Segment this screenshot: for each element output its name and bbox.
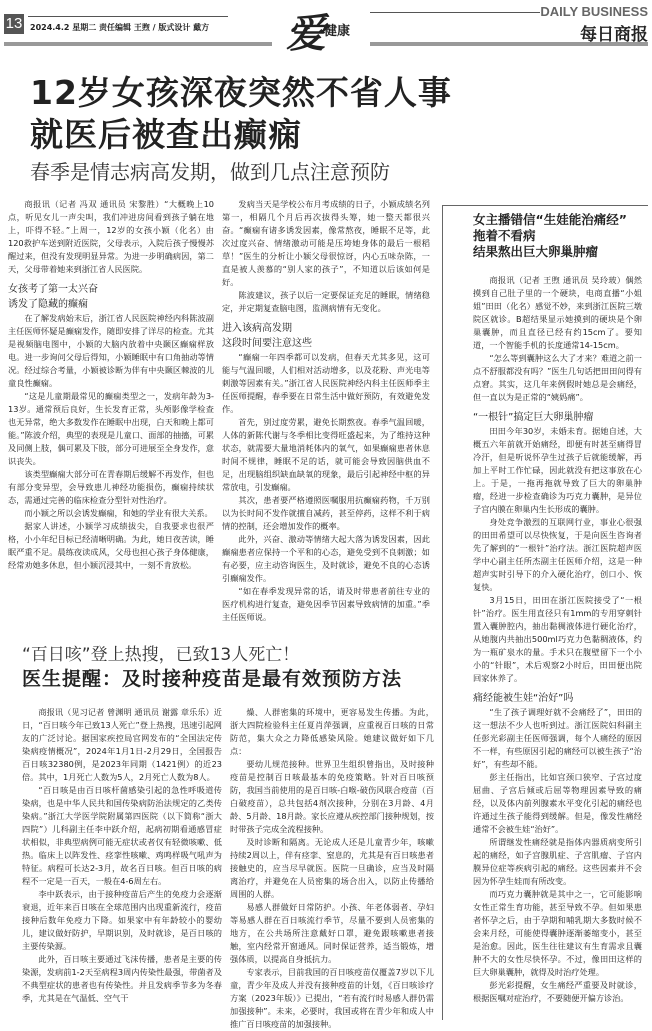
subheading: 女孩考了第一太兴奋 <box>8 284 98 295</box>
date-line: 2024.4.2 星期二 责任编辑 王煦 / 版式设计 戴方 <box>30 23 210 32</box>
paragraph: 3月15日，田田在浙江医院接受了“一根针”治疗。医生用直径只有1mm的专用穿刺针置入囊肿腔内，抽出黏稠液体进行硬化治疗，从她腹内共抽出500ml巧克力色黏稠液体，约为一瓶矿泉水的量。手术只在腹壁留下一个小小的“针眼”，术后观察2小时后，田田便出院回家休养了。 <box>473 595 642 683</box>
headline <box>30 72 452 156</box>
sidebar-body <box>443 274 648 1003</box>
divider <box>4 42 272 46</box>
paragraph: 田田今年30岁，未婚未育。据她自述，大概五六年前就开始痛经，即便有时甚至痛得冒冷汗，但是听说怀孕生过孩子后就能缓解，再加上平时工作忙碌，因此就没有把这事放在心上。于是，一拖再拖就导致了巨大的卵巢肿瘤，经进一步检查确诊为巧克力囊肿，是异位子宫内膜在卵巢内生长形成的囊肿。 <box>473 426 642 514</box>
section-name: 健康 <box>324 24 351 39</box>
headline-line: 女主播错信“生娃能治痛经” <box>473 212 627 227</box>
headline-line: 拖着不看病 <box>473 228 536 243</box>
subheading: 诱发了隐藏的癫痫 <box>8 299 88 310</box>
headline-line: 12岁女孩深夜突然不省人事 <box>30 73 452 112</box>
paragraph: “癫痫一年四季都可以发病，但春天尤其多见，这可能与气温回暖，人们相对活动增多，以及花粉、声光电等刺激等因素有关。”浙江省人民医院神经内科主任医师季主任医师提醒，春季要在日常生活中做好预防，有效避免发作。 <box>222 352 430 414</box>
article-column <box>222 198 430 638</box>
paragraph: 商报讯（记者 冯双 通讯员 宋黎胜）“大概晚上10点，听见女儿一声尖叫，我们冲进房间看到孩子躺在地上，吓得不轻。”上周一，12岁的女孩小颖（化名）由120救护车送到附近医院，父母表示，入院后孩子慢慢苏醒过来，但没有发现明显异常。为进一步明确病因，第二天，父母带着她来到浙江省人民医院。 <box>8 199 214 274</box>
paragraph: 而小颖之所以会诱发癫痫，和她的学业有很大关系。 <box>24 508 213 518</box>
subheading: “一根针”搞定巨大卵巢肿瘤 <box>473 412 594 423</box>
subheading: 这段时间要注意这些 <box>222 338 312 349</box>
subheading: 痛经能被生娃“治好”吗 <box>473 693 574 704</box>
paragraph: 而巧克力囊肿就是其中之一，它可能影响女性正常生育功能，甚至导致不孕。但如果患者怀孕之后，由于孕期和哺乳期大多数时候不会来月经，可能使得囊肿逐渐萎缩变小，甚至是治愈。因此，医生往往建议有生育需求且囊肿不大的女性尽快怀孕。不过，像田田这样的巨大卵巢囊肿，就得及时治疗处理。 <box>473 889 642 977</box>
article-column <box>22 706 222 1020</box>
headline-line: 结果熬出巨大卵巢肿瘤 <box>473 244 599 259</box>
page-number: 13 <box>5 15 23 32</box>
article-column <box>8 198 214 638</box>
brand-cn: 每日商报 <box>580 25 648 45</box>
paragraph: 身处竞争激烈的互联网行业，事业心很强的田田希望可以尽快恢复，于是向医生咨询者先了解到的“一根针”治疗法。浙江医院超声医学中心副主任所杰副主任医师介绍，这是一种超声实时引导下的介入硬化治疗，创口小、恢复快。 <box>473 517 642 592</box>
paragraph: 商报讯（见习记者 曾渊明 通讯员 谢露 章乐乐）近日，“百日咳今年已致13人死亡”登上热搜，迅速引起网友的广泛讨论。据国家疾控局官网发布的“全国法定传染病疫情概况”，2024年1月1日-2月29日，全国报告百日咳32380例，是2023年同期（1421例）的近23倍。其中，1月死亡人数为5人，2月死亡人数为8人。 <box>22 707 222 782</box>
paragraph: 彭光彩提醒，女生痛经严重要及时就诊，根据医嘱对症治疗，不要随便开偏方诊治。 <box>473 980 642 1003</box>
paragraph: “生了孩子调理好就不会痛经了”，田田的这一想法不少人也听到过。浙江医院妇科副主任彭光彩副主任医师强调，每个人痛经的原因不一样，有些原因引起的痛经可以被生孩子“治好”，有些却不能。 <box>473 707 642 769</box>
paragraph: 发病当天是学校公布月考成绩的日子，小颖成绩名列第一，相隔几个月后再次拔得头筹，她一整天都很兴奋。“癫痫有诸多诱发因素，像常熬夜，睡眠不足等，此次过度兴奋、情绪激动可能是压垮她身体的最后一根稻草！”医生的分析让小颖父母很惊讶，内心五味杂陈，一直是被人羡慕的“别人家的孩子”，不知道以后该如何是好。 <box>222 199 430 287</box>
paragraph: 专家表示，目前我国的百日咳疫苗仅覆盖7岁以下儿童，青少年及成人并没有接种疫苗的计划，《百日咳诊疗方案（2023年版）》已提出，“若有流行时易感人群仍需加强接种”。未来，必要时，我国或将在青少年和成人中推广百日咳疫苗的加强接种。 <box>230 967 434 1029</box>
paragraph: 易感人群做好日常防护。小孩、年老体弱者、孕妇等易感人群在百日咳流行季节，尽量不要到人员密集的地方，在公共场所注意戴好口罩，避免跟咳嗽患者接触，室内经常开窗通风。同时保证营养，适当锻炼，增强体质，以提高自身抵抗力。 <box>230 902 434 964</box>
page-header <box>0 0 652 57</box>
paragraph: 李中跃表示，由于接种疫苗后产生的免疫力会逐渐衰退，近年来百日咳在全球范围内出现重新流行，疫苗接种后数年免疫力下降。如果家中有年龄较小的婴幼儿，建议做好防护，早期识别，及时就诊，是百日咳的主要传染源。 <box>22 889 222 951</box>
headline-line: 就医后被查出癫痫 <box>30 115 302 154</box>
paragraph: 陈波建议，孩子以后一定要保证充足的睡眠，情绪稳定，并定期复查脑电图，监测病情有无变化。 <box>222 290 430 313</box>
paragraph: 所谓继发性痛经就是指体内器质病变所引起的痛经，如子宫腺肌症、子宫肌瘤、子宫内膜异位症等疾病引起的痛经。这些因素并不会因为怀孕生娃而有所改变。 <box>473 837 642 886</box>
paragraph: 此外，百日咳主要通过飞沫传播，患者是主要的传染源，发病前1-2天至病程3周内传染性最强，带菌者及不典型症状的患者也有传染性。并且发病季节多为冬春季，尤其是在气温低、空气干 <box>22 954 222 1003</box>
paragraph: 及时诊断和隔离。无论成人还是儿童青少年，咳嗽持续2周以上，伴有痉挛、窒息的，尤其是有百日咳患者接触史的，应当尽早就医。医院一旦确诊，应当及时隔离治疗，并避免在人员密集的场合出入，以防止传播给周围的人群。 <box>230 837 434 899</box>
paragraph: 要幼儿规范接种。世界卫生组织曾指出，及时接种疫苗是控制百日咳最基本的免疫策略。针对百日咳预防，我国当前使用的是百日咳-白喉-破伤风联合疫苗（百白破疫苗），总共包括4剂次接种，分别在3月龄、4月龄、5月龄、18月龄。家长应遵从疾控部门接种规划，按时带孩子完成全流程接种。 <box>230 759 434 834</box>
article-column <box>230 706 434 1029</box>
paragraph: 首先，别过度劳累，避免长期熬夜。春季气温回暖，人体的新陈代谢与冬季相比变得旺盛起来，为了维持这种状态，就需要大量地消耗体内的氧气，如果癫痫患者休息时间不规律，睡眠不足的话，就可能会导致因脑供血不足，出现脑组织缺血缺氧的现象，最后引起神经中枢的异常放电，引发癫痫。 <box>222 417 430 492</box>
headline-2: 医生提醒：及时接种疫苗是最有效预防方法 <box>22 668 403 690</box>
sidebar-article <box>442 205 648 1020</box>
sidebar-headline <box>473 212 648 260</box>
paragraph: 其次，患者要严格遵照医嘱服用抗癫痫药物，千万别以为长时间不发作就擅自减药，甚至停药，这样不利于病情的控制，还会增加发作的概率。 <box>222 495 430 531</box>
paragraph: 燥、人群密集的环境中，更容易发生传播。为此，浙大四院检验科主任夏肖萍强调，应重视百日咳的日常防范，集大众之力降低感染风险。她建议做好如下几点： <box>230 707 434 756</box>
divider <box>370 12 540 13</box>
paragraph: 该类型癫痫大部分可在青春期后缓解不再发作，但也有部分变异型，会导致患儿神经功能损伤，癫痫持续状态，需通过完善的临床检查分型针对性治疗。 <box>8 469 214 505</box>
paragraph: 商报讯（记者 王煦 通讯员 吴玲玻）偶然摸到自己肚子里的一个硬块，电商直播“小姐姐”田田（化名）感觉不妙，来到浙江医院三墩院区就诊。B超结果显示她摸到的硬块是个卵巢囊肿，而且直径已经有约15cm了。要知道，一个智能手机的长度通常14-15cm。 <box>473 275 642 350</box>
paragraph: “怎么等到囊肿这么大了才来？难道之前一点不舒服都没有吗？”医生几句话把田田问得有点窘。其实，这几年来例假时她总是会痛经，但一直以为是正常的“姨妈痛”。 <box>473 353 642 402</box>
subheadline: 春季是情志病高发期，做到几点注意预防 <box>30 160 390 184</box>
paragraph: 在了解发病始末后，浙江省人民医院神经内科陈波副主任医师怀疑是癫痫发作，随即安排了详尽的检查。尤其是视频脑电图中，小颖的大脑内放着中央颞区癫痫样放电。进一步询问父母后得知，小颖睡眠中有口角抽动等情况。经过综合考量，小颖被诊断为伴有中央颞区棘波的儿童良性癫痫。 <box>8 313 214 388</box>
paragraph: “百日咳是由百日咳杆菌感染引起的急性呼吸道传染病，也是中华人民共和国传染病防治法规定的乙类传染病。”浙江大学医学院附属第四医院（以下简称“浙大四院”）儿科副主任李中跃介绍，起病初期看通感冒症状相似，非典型病例可能无症状或者仅有轻微咳嗽、低热。临床上以阵发性、痉挛性咳嗽、鸡鸣样吸气吼声为特征。病程可长达2-3月，故名百日咳。但百日咳的病程不一定是一百天，一般在4-6周左右。 <box>22 785 222 886</box>
paragraph: 彭主任指出，比如宫颈口狭窄、子宫过度屈曲、子宫后倾或后屈等物理因素导致的痛经，以及体内前列腺素水平变化引起的痛经也许通过生孩子能得到缓解。但是，像发性痛经通常不会被生娃“治好”。 <box>473 772 642 834</box>
subheading: 进入该病高发期 <box>222 323 292 334</box>
paragraph: 据家人讲述，小颖学习成绩拔尖，自我要求也很严格，小小年纪目标已经清晰明确。为此，她日夜苦读，睡眠严重不足。晨练夜读成风，父母也担心孩子身体健康，经常劝她多休息，但小颖沉浸其中，一刻不肯放松。 <box>8 521 214 570</box>
kicker: “百日咳”登上热搜，已致13人死亡！ <box>22 645 300 665</box>
divider <box>28 16 228 17</box>
paragraph: “如在春季发现异常的话，请及时带患者前往专业的医疗机构进行复查，避免因季节因素导致病情的加重。”季主任医师说。 <box>222 586 430 622</box>
section-logo: 爱 <box>286 10 326 57</box>
brand-en: DAILY BUSINESS <box>540 4 648 19</box>
paragraph: “这是儿童期最常见的癫痫类型之一，发病年龄为3-13岁。通常预后良好，生长发育正常，头颅影像学检查也无异常，绝大多数发作在睡眠中出现，白天和晚上都可能。”陈波介绍，典型的表现是儿童口、面部的抽搐，可累及同侧上肢，偶可累及下肢，部分可进展至全身发作，意识丧失。 <box>8 391 214 466</box>
paragraph: 此外，兴奋、激动等情绪大起大落为诱发因素，因此癫痫患者应保持一个平和的心态，避免受到不良刺激；如有必要，应主动咨询医生，及时就诊，避免不良的心态诱引癫痫发作。 <box>222 534 430 583</box>
